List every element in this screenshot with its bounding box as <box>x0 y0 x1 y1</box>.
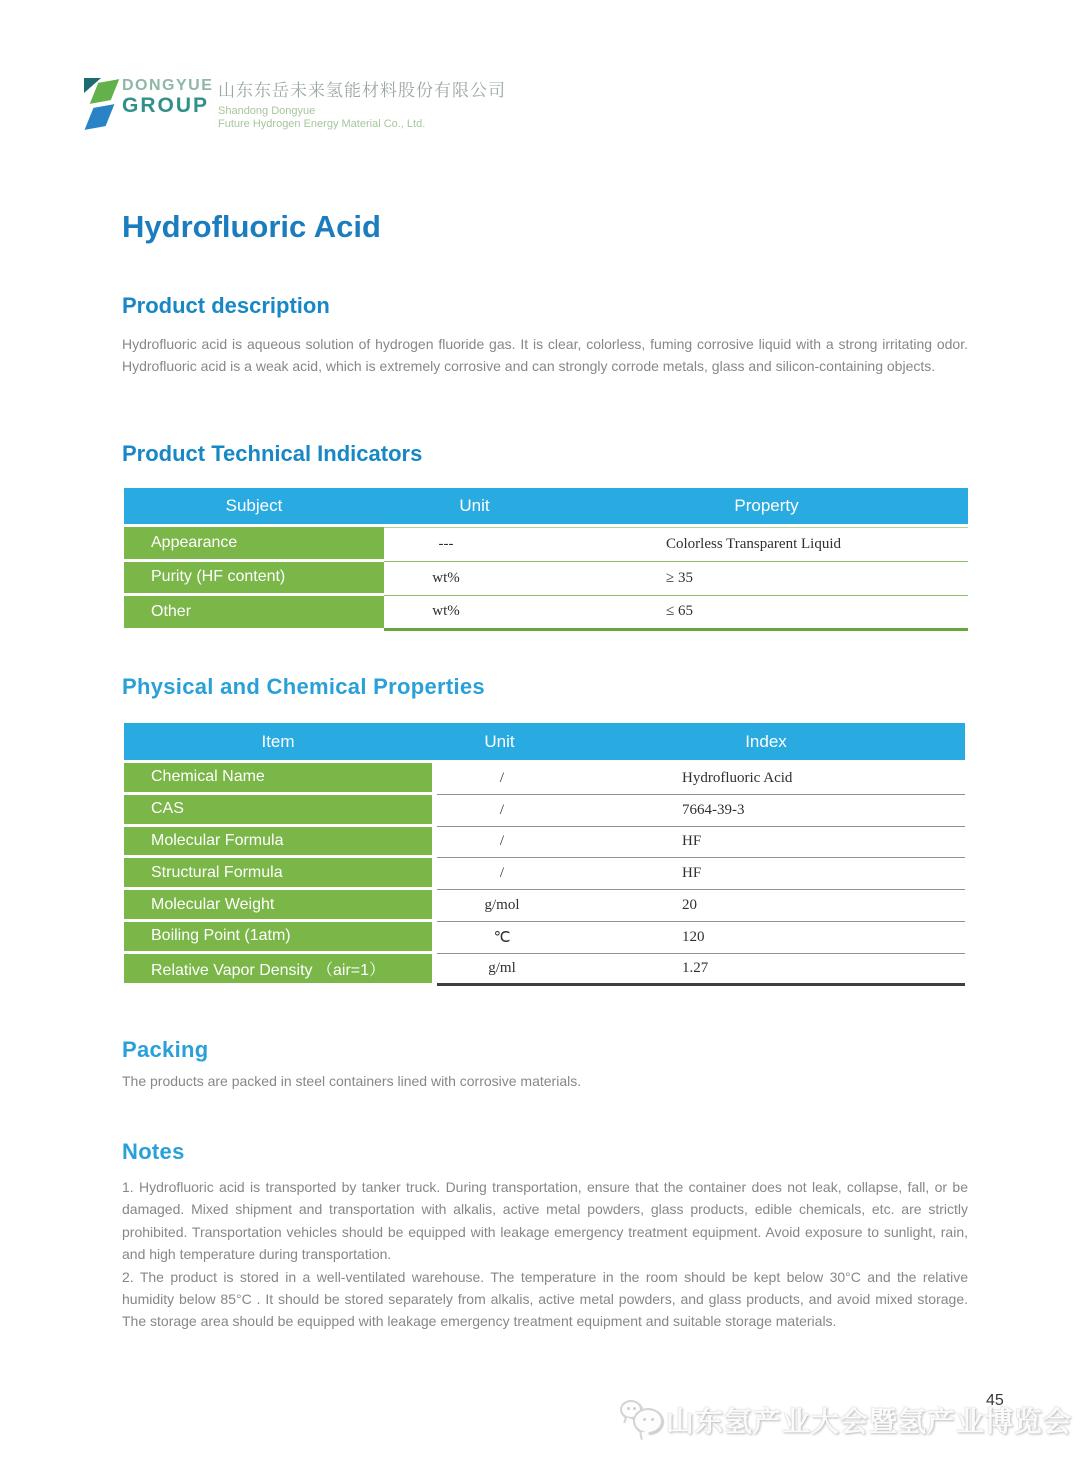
row-label-cell: CAS <box>124 795 432 824</box>
notes-text <box>122 1176 968 1333</box>
row-label-cell: Molecular Weight <box>124 890 432 919</box>
table-row <box>124 763 965 795</box>
note-item-1: 1. Hydrofluoric acid is transported by tanker truck. During transportation, ensure that the container does not leak, collapse, fall, or be damaged. Mixed shipment and transportation with alkalis, active metal powders, glass products, edible chemicals, etc. are strictly prohibited. Transportation vehicles should be equipped with leakage emergency treatment equipment. Avoid exposure to sunlight, rain, and high temperature during transportation. <box>122 1179 968 1263</box>
row-label-cell: Molecular Formula <box>124 827 432 856</box>
row-label-cell: Other <box>124 596 384 628</box>
company-en-line1: Shandong Dongyue <box>218 105 316 117</box>
value-cell: 120 <box>682 928 705 945</box>
brand-line1: DONGYUE <box>122 77 214 94</box>
column-header: Index <box>745 731 787 751</box>
unit-cell: wt% <box>432 569 460 586</box>
row-values <box>437 795 965 827</box>
page-title: Hydrofluoric Acid <box>122 209 381 244</box>
column-header: Unit <box>459 496 490 515</box>
table-row <box>124 922 965 954</box>
physical-chemical-properties-table <box>124 723 965 986</box>
section-heading-packing: Packing <box>122 1037 209 1062</box>
row-label-cell: Relative Vapor Density （air=1） <box>124 954 432 983</box>
company-header <box>84 74 644 134</box>
company-names <box>218 76 506 131</box>
row-label-cell: Structural Formula <box>124 858 432 887</box>
value-cell: 1.27 <box>682 959 709 976</box>
section-heading-notes: Notes <box>122 1139 185 1164</box>
row-values <box>437 827 965 859</box>
section-heading-product-description: Product description <box>122 293 330 318</box>
value-cell: HF <box>682 865 702 882</box>
row-values <box>437 763 965 795</box>
row-values <box>437 954 965 986</box>
bubble-tail <box>639 1431 649 1440</box>
unit-cell: wt% <box>432 603 460 620</box>
unit-cell: g/ml <box>488 959 516 976</box>
packing-text: The products are packed in steel containers lined with corrosive materials. <box>122 1073 582 1089</box>
table-body <box>124 527 968 631</box>
value-cell: ≥ 35 <box>666 569 693 586</box>
logo-blue-shape <box>85 104 115 130</box>
value-cell: 7664-39-3 <box>682 801 745 818</box>
unit-cell: / <box>499 833 505 850</box>
company-en-line2: Future Hydrogen Energy Material Co., Ltd. <box>218 118 426 130</box>
table-row <box>124 596 968 631</box>
value-cell: Hydrofluoric Acid <box>682 769 793 786</box>
company-name-english <box>218 105 506 131</box>
row-values <box>437 922 965 954</box>
technical-indicators-table <box>124 488 968 631</box>
table-row <box>124 827 965 859</box>
value-cell: 20 <box>682 897 697 914</box>
row-label-cell: Boiling Point (1atm) <box>124 922 432 951</box>
table-header-row <box>124 488 968 524</box>
unit-cell: ℃ <box>493 929 511 946</box>
note-item-2: 2. The product is stored in a well-ventilated warehouse. The temperature in the room should be kept below 30°C and the relative humidity below 85°C . It should be stored separately from alkalis, active metal powders, and glass products, and avoid mixed storage. The storage area should be equipped with leakage emergency treatment equipment and suitable storage materials. <box>122 1268 968 1330</box>
page-number: 45 <box>986 1392 1004 1409</box>
brand-wordmark <box>122 78 213 116</box>
row-values <box>384 527 968 562</box>
table-row <box>124 527 968 562</box>
table-row <box>124 890 965 922</box>
column-header: Subject <box>225 496 283 515</box>
table-body <box>124 763 965 986</box>
unit-cell: / <box>499 865 505 882</box>
product-description-text: Hydrofluoric acid is aqueous solution of hydrogen fluoride gas. It is clear, colorless, fuming corrosive liquid with a strong irritating odor. Hydrofluoric acid is a weak acid, which is extremely corrosive and can strongly corrode metals, glass and silicon-containing objects. <box>122 336 968 374</box>
brand-line2: GROUP <box>122 94 210 117</box>
row-label-cell: Appearance <box>124 527 384 559</box>
section-heading-technical-indicators: Product Technical Indicators <box>122 441 423 466</box>
row-values <box>384 596 968 631</box>
row-values <box>437 858 965 890</box>
table-row <box>124 562 968 597</box>
row-label-cell: Purity (HF content) <box>124 562 384 594</box>
value-cell: HF <box>682 833 702 850</box>
row-values <box>437 890 965 922</box>
unit-cell: / <box>499 769 505 786</box>
row-label-cell: Chemical Name <box>124 763 432 792</box>
footer-watermark: 山东氢产业大会暨氢产业博览会 <box>666 1406 1073 1437</box>
value-cell: ≤ 65 <box>666 603 693 620</box>
unit-cell: / <box>499 801 505 818</box>
table-header-row <box>124 723 965 760</box>
bubble-tail <box>623 1417 632 1425</box>
wechat-icon <box>620 1398 666 1440</box>
table-row <box>124 858 965 890</box>
dongyue-logo-icon <box>84 78 118 130</box>
column-header: Item <box>261 731 295 751</box>
section-heading-physical-chemical: Physical and Chemical Properties <box>122 674 485 699</box>
value-cell: Colorless Transparent Liquid <box>666 535 841 552</box>
row-values <box>384 562 968 597</box>
company-name-chinese: 山东东岳未来氢能材料股份有限公司 <box>218 81 506 100</box>
unit-cell: --- <box>438 535 454 552</box>
table-row <box>124 954 965 986</box>
table-row <box>124 795 965 827</box>
column-header: Unit <box>484 731 515 751</box>
column-header: Property <box>734 496 799 515</box>
unit-cell: g/mol <box>484 897 520 914</box>
